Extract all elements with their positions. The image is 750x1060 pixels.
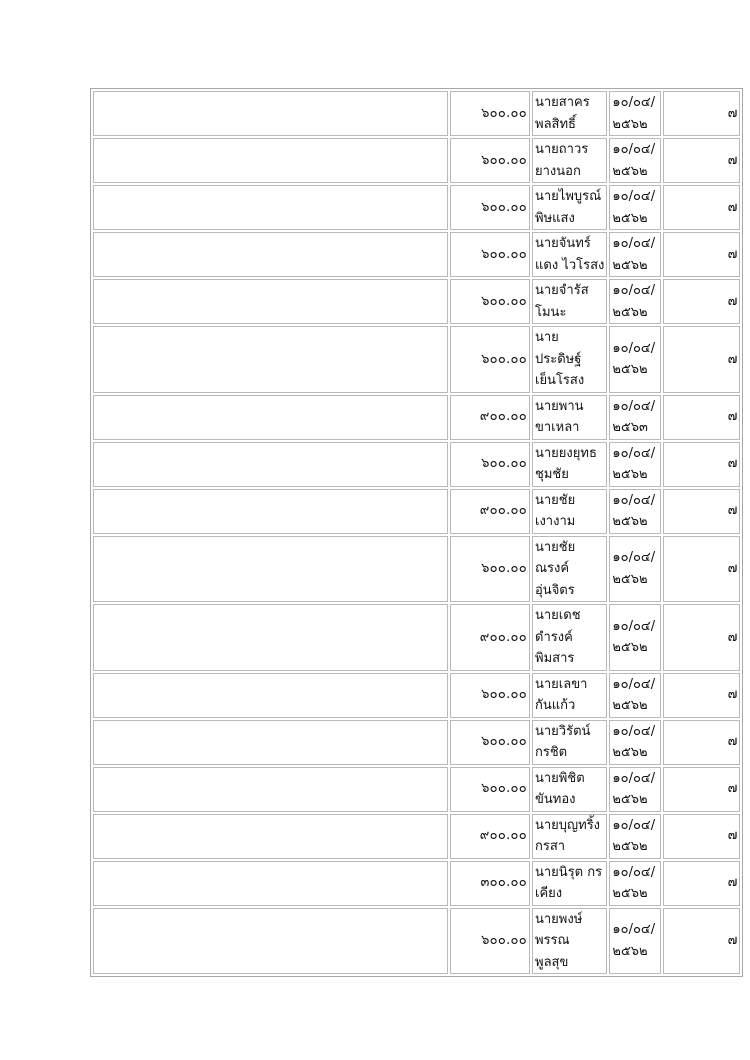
table-row: [93, 720, 740, 765]
amount-cell: ๖๐๐.๐๐: [450, 326, 530, 393]
name-line: ประดิษฐ์: [535, 351, 582, 367]
number-cell: ๗: [663, 536, 740, 603]
number-cell: ๗: [663, 232, 740, 277]
table-row: [93, 326, 740, 393]
name-line: นายบุญทริ้ง: [535, 817, 601, 833]
amount-cell: ๖๐๐.๐๐: [450, 536, 530, 603]
blank-cell: [93, 138, 448, 183]
blank-cell: [93, 232, 448, 277]
name-line: นายวิรัตน์: [535, 723, 591, 739]
date-cell: [609, 279, 661, 324]
table-row: [93, 814, 740, 859]
name-line: พิษแสง: [535, 210, 575, 226]
amount-cell: ๖๐๐.๐๐: [450, 185, 530, 230]
blank-cell: [93, 720, 448, 765]
date-line: ๒๕๖๒: [612, 210, 648, 226]
name-cell: [532, 604, 607, 671]
name-line: พรรณ: [535, 933, 570, 948]
number-cell: ๗: [663, 185, 740, 230]
name-line: เงางาม: [535, 514, 576, 529]
amount-cell: ๙๐๐.๐๐: [450, 814, 530, 859]
amount-cell: ๙๐๐.๐๐: [450, 489, 530, 534]
date-cell: [609, 232, 661, 277]
table-row: [93, 489, 740, 534]
number-cell: ๗: [663, 395, 740, 440]
name-line: ขันทอง: [535, 792, 576, 807]
name-cell: [532, 232, 607, 277]
blank-cell: [93, 489, 448, 534]
table-row: [93, 673, 740, 718]
date-line: ๑๐/๐๔/: [612, 340, 656, 356]
amount-cell: ๓๐๐.๐๐: [450, 861, 530, 906]
name-line: นายชัย: [535, 539, 576, 555]
number-cell: ๗: [663, 767, 740, 812]
date-line: ๒๕๖๒: [612, 943, 648, 959]
date-cell: [609, 489, 661, 534]
name-cell: [532, 279, 607, 324]
amount-cell: ๖๐๐.๐๐: [450, 720, 530, 765]
name-cell: [532, 908, 607, 975]
name-cell: [532, 138, 607, 183]
date-cell: [609, 814, 661, 859]
blank-cell: [93, 326, 448, 393]
name-line: นายพิชิต: [535, 770, 585, 786]
name-cell: [532, 814, 607, 859]
name-cell: [532, 442, 607, 487]
date-line: ๒๕๖๒: [612, 839, 648, 854]
name-line: นายไพบูรณ์: [535, 189, 602, 204]
table-row: [93, 91, 740, 136]
date-line: ๑๐/๐๔/: [612, 817, 656, 833]
blank-cell: [93, 861, 448, 906]
date-line: ๒๕๖๒: [612, 698, 648, 713]
name-line: พิมสาร: [535, 651, 575, 666]
date-line: ๒๕๖๒: [612, 257, 648, 273]
date-line: ๒๕๖๒: [612, 792, 648, 807]
payment-table: [90, 88, 743, 977]
table-row: [93, 395, 740, 440]
table-row: [93, 767, 740, 812]
blank-cell: [93, 673, 448, 718]
name-cell: [532, 326, 607, 393]
name-line: ยางนอก: [535, 163, 581, 179]
date-cell: [609, 91, 661, 136]
date-line: ๑๐/๐๔/: [612, 723, 656, 739]
date-line: ๑๐/๐๔/: [612, 864, 656, 880]
name-line: เย็นโรสง: [535, 373, 585, 388]
amount-cell: ๖๐๐.๐๐: [450, 138, 530, 183]
date-cell: [609, 536, 661, 603]
name-cell: [532, 395, 607, 440]
name-line: นายถาวร: [535, 142, 589, 157]
date-line: ๑๐/๐๔/: [612, 283, 656, 298]
date-line: ๑๐/๐๔/: [612, 142, 656, 157]
blank-cell: [93, 536, 448, 603]
amount-cell: ๙๐๐.๐๐: [450, 604, 530, 671]
date-line: ๒๕๖๒: [612, 362, 648, 378]
blank-cell: [93, 908, 448, 975]
amount-cell: ๖๐๐.๐๐: [450, 442, 530, 487]
name-line: นายชัย: [535, 492, 576, 508]
amount-cell: ๖๐๐.๐๐: [450, 91, 530, 136]
blank-cell: [93, 767, 448, 812]
number-cell: ๗: [663, 138, 740, 183]
date-line: ๑๐/๐๔/: [612, 445, 656, 461]
name-line: นายสาคร: [535, 95, 590, 110]
date-cell: [609, 138, 661, 183]
name-line: นายพาน: [535, 398, 584, 414]
number-cell: ๗: [663, 908, 740, 975]
amount-cell: ๖๐๐.๐๐: [450, 767, 530, 812]
name-line: นายจำรัส: [535, 283, 589, 298]
date-line: ๑๐/๐๔/: [612, 618, 656, 634]
name-cell: [532, 536, 607, 603]
name-line: อุ่นจิตร: [535, 582, 575, 598]
name-line: นายนิรุต กร: [535, 864, 603, 880]
date-line: ๑๐/๐๔/: [612, 676, 656, 692]
number-cell: ๗: [663, 720, 740, 765]
date-cell: [609, 720, 661, 765]
number-cell: ๗: [663, 814, 740, 859]
name-cell: [532, 91, 607, 136]
name-line: โมนะ: [535, 304, 567, 320]
date-line: ๒๕๖๒: [612, 163, 648, 179]
name-line: ดำรงค์: [535, 629, 573, 645]
date-line: ๑๐/๐๔/: [612, 189, 656, 204]
amount-cell: ๖๐๐.๐๐: [450, 279, 530, 324]
date-line: ๒๕๖๒: [612, 745, 648, 760]
blank-cell: [93, 91, 448, 136]
name-line: นายจันทร์: [535, 236, 591, 251]
table-row: [93, 138, 740, 183]
table-row: [93, 279, 740, 324]
table-row: [93, 442, 740, 487]
name-line: นายเลขา: [535, 676, 588, 692]
name-line: ขาเหลา: [535, 420, 580, 435]
number-cell: ๗: [663, 861, 740, 906]
name-line: ณรงค์: [535, 561, 570, 576]
blank-cell: [93, 604, 448, 671]
amount-cell: ๖๐๐.๐๐: [450, 232, 530, 277]
name-line: นายเดช: [535, 608, 581, 623]
table-row: [93, 536, 740, 603]
table-body: [93, 91, 740, 974]
date-line: ๑๐/๐๔/: [612, 95, 656, 110]
table-row: [93, 185, 740, 230]
number-cell: ๗: [663, 489, 740, 534]
date-cell: [609, 185, 661, 230]
name-cell: [532, 489, 607, 534]
date-line: ๑๐/๐๔/: [612, 550, 656, 566]
name-line: กรชิต: [535, 745, 568, 760]
number-cell: ๗: [663, 442, 740, 487]
name-line: นายพงษ์: [535, 911, 583, 927]
date-line: ๒๕๖๓: [612, 420, 648, 435]
amount-cell: ๖๐๐.๐๐: [450, 908, 530, 975]
name-line: พูลสุข: [535, 954, 569, 970]
date-cell: [609, 673, 661, 718]
date-line: ๑๐/๐๔/: [612, 236, 656, 251]
name-cell: [532, 861, 607, 906]
name-line: แดง ไวโรสง: [535, 257, 605, 273]
name-cell: [532, 720, 607, 765]
name-line: นาย: [535, 330, 559, 345]
name-cell: [532, 767, 607, 812]
table-row: [93, 861, 740, 906]
name-line: กันแก้ว: [535, 698, 576, 713]
date-line: ๑๐/๐๔/: [612, 770, 656, 786]
table-row: [93, 908, 740, 975]
table-row: [93, 232, 740, 277]
date-line: ๑๐/๐๔/: [612, 922, 656, 938]
name-line: กรสา: [535, 839, 566, 854]
name-cell: [532, 185, 607, 230]
date-line: ๒๕๖๒: [612, 640, 648, 656]
date-cell: [609, 604, 661, 671]
date-cell: [609, 326, 661, 393]
date-line: ๒๕๖๒: [612, 514, 648, 529]
name-line: เคียง: [535, 886, 563, 901]
date-line: ๒๕๖๒: [612, 116, 648, 132]
blank-cell: [93, 395, 448, 440]
date-cell: [609, 442, 661, 487]
blank-cell: [93, 814, 448, 859]
number-cell: ๗: [663, 326, 740, 393]
amount-cell: ๖๐๐.๐๐: [450, 673, 530, 718]
date-line: ๒๕๖๒: [612, 467, 648, 482]
name-line: ชุมชัย: [535, 467, 569, 482]
name-line: นายยงยุทธ: [535, 445, 597, 461]
number-cell: ๗: [663, 279, 740, 324]
blank-cell: [93, 279, 448, 324]
name-line: พลสิทธิ์: [535, 116, 576, 132]
number-cell: ๗: [663, 604, 740, 671]
blank-cell: [93, 185, 448, 230]
date-cell: [609, 908, 661, 975]
date-line: ๒๕๖๒: [612, 571, 648, 587]
blank-cell: [93, 442, 448, 487]
number-cell: ๗: [663, 91, 740, 136]
date-cell: [609, 767, 661, 812]
amount-cell: ๙๐๐.๐๐: [450, 395, 530, 440]
date-cell: [609, 861, 661, 906]
date-line: ๒๕๖๒: [612, 304, 648, 320]
date-line: ๒๕๖๒: [612, 886, 648, 901]
date-line: ๑๐/๐๔/: [612, 492, 656, 508]
number-cell: ๗: [663, 673, 740, 718]
table-row: [93, 604, 740, 671]
name-cell: [532, 673, 607, 718]
date-cell: [609, 395, 661, 440]
date-line: ๑๐/๐๔/: [612, 398, 656, 414]
